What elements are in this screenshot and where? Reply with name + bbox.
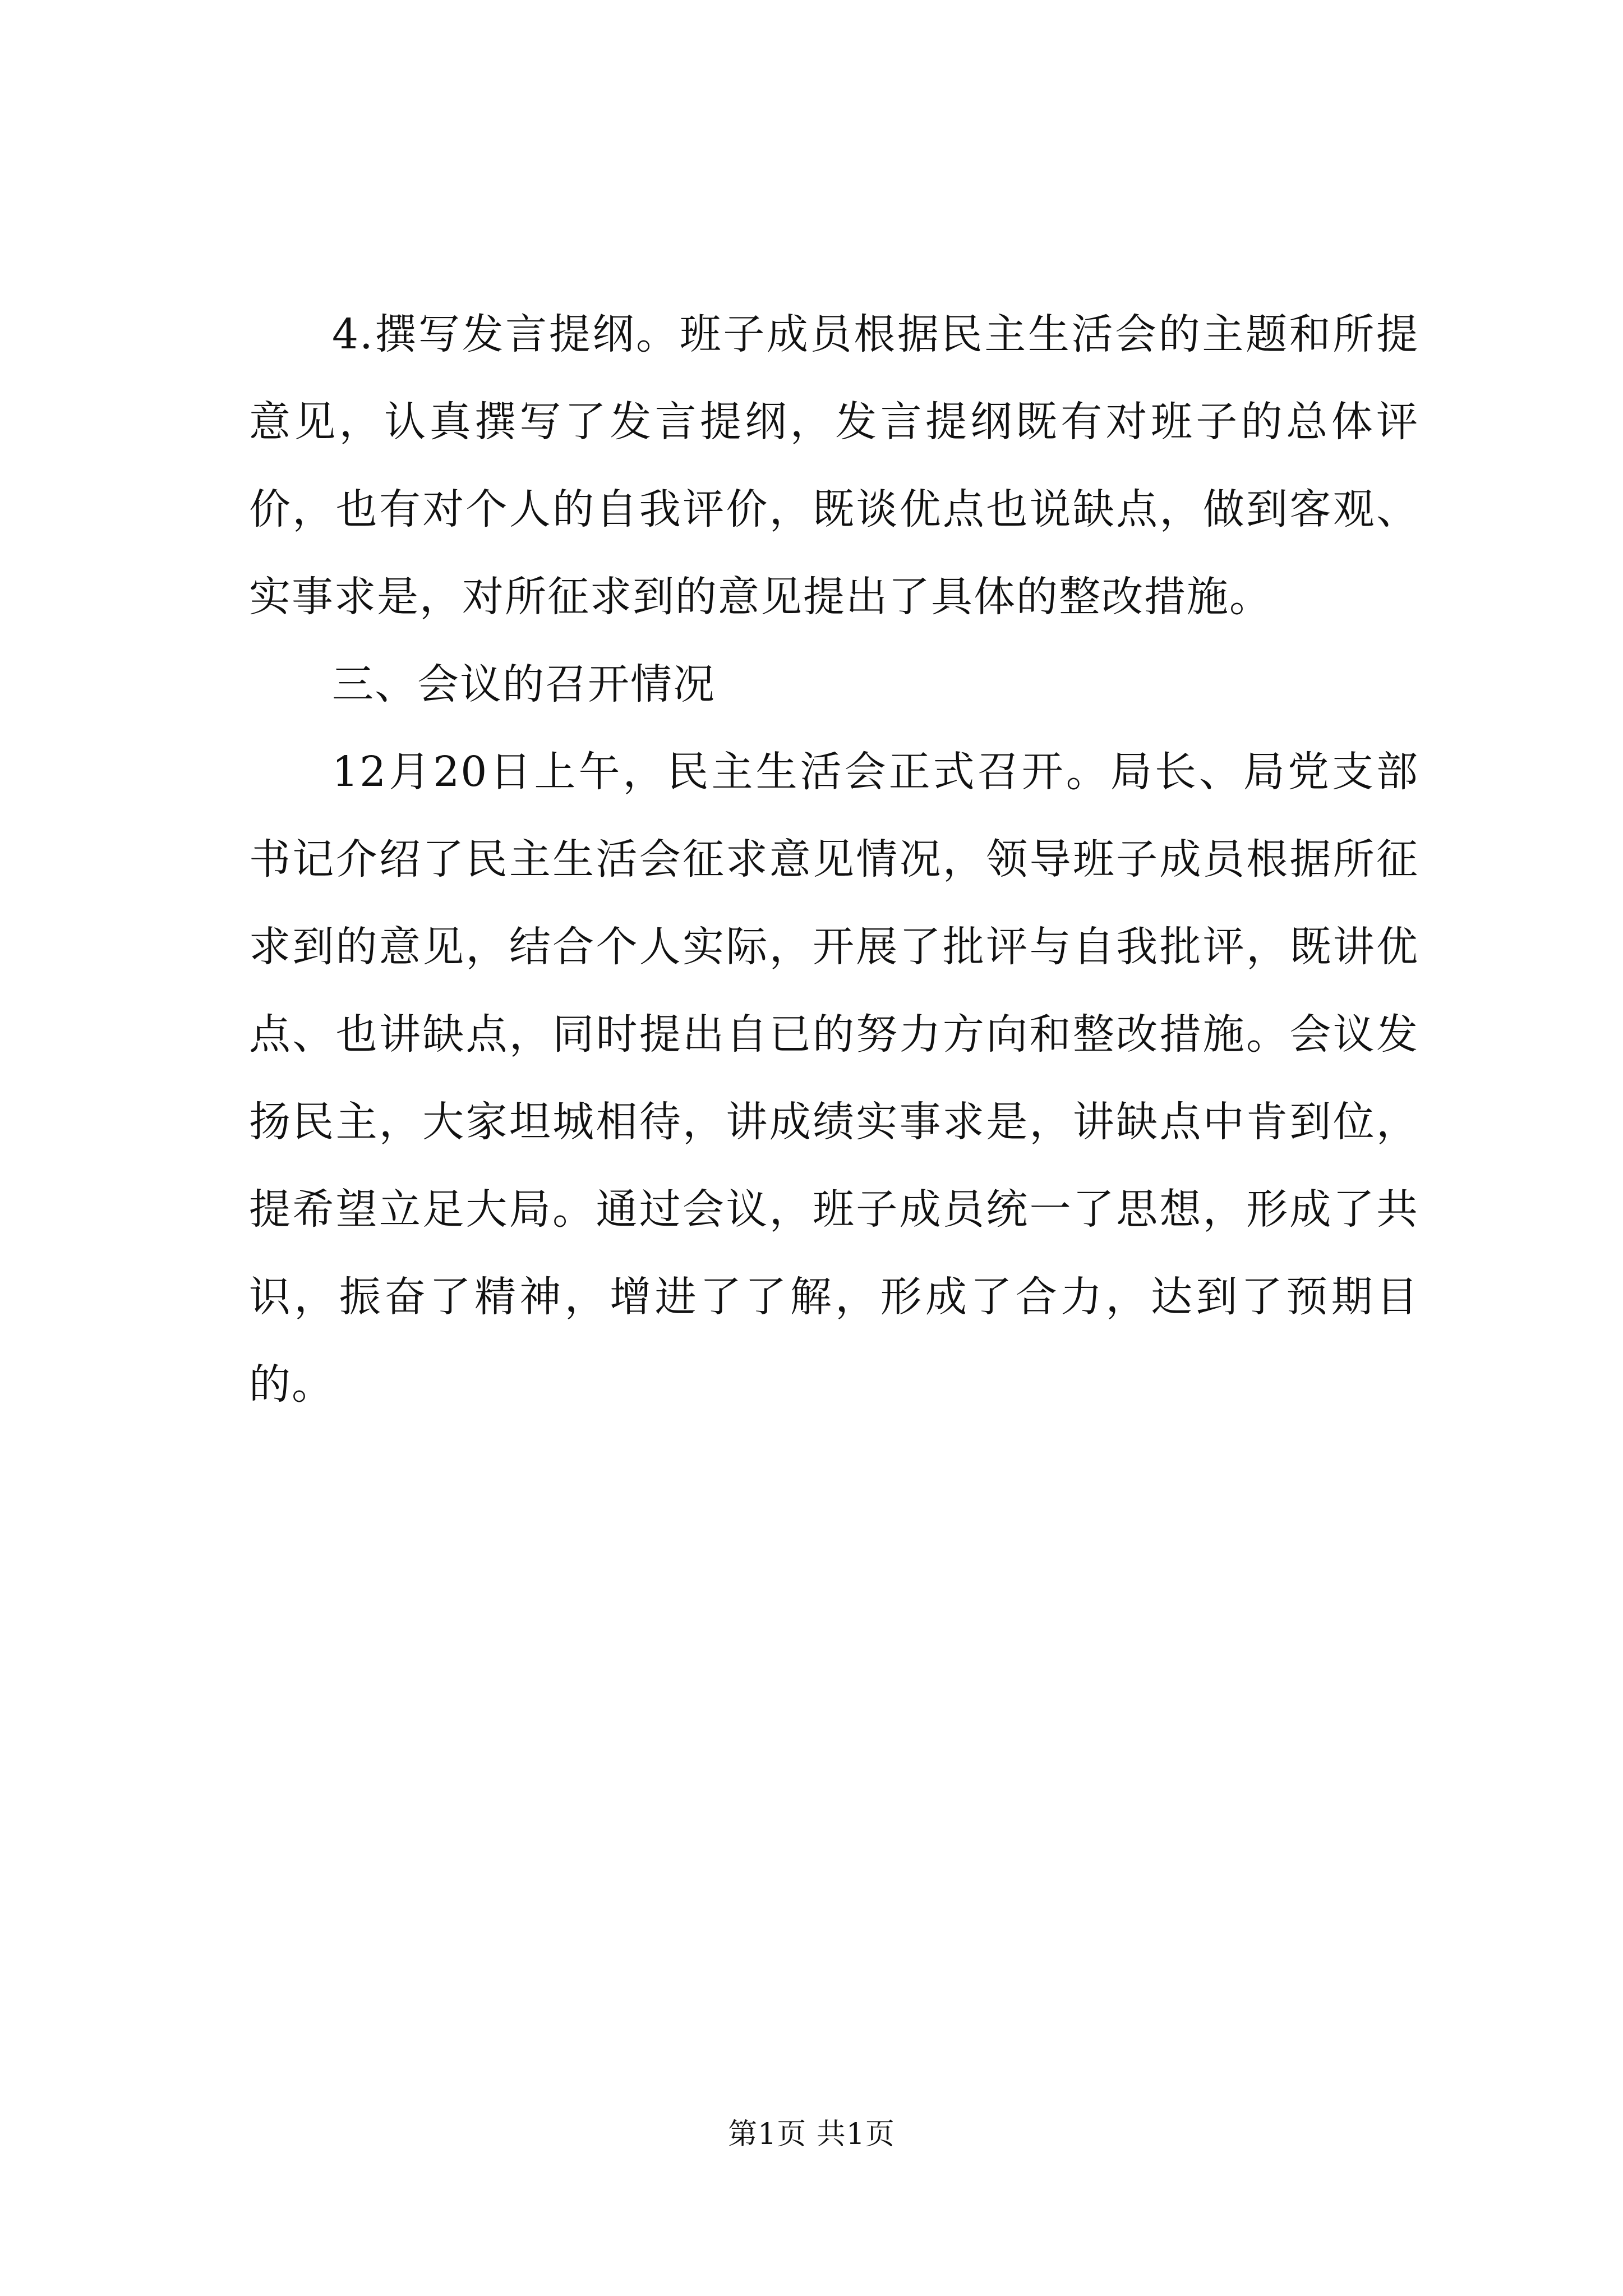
page-footer: 第1页 共1页	[728, 2118, 895, 2151]
section-heading-meeting: 三、会议的召开情况	[332, 660, 716, 708]
paragraph-speech-outline: 4.撰写发言提纲。班子成员根据民主生活会的主题和所提意见，认真撰写了发言提纲，发言提纲既有对班子的总体评价，也有对个人的自我评价，既谈优点也说缺点，做到客观、实事求是，对所征求到的意见提出了具体的整改措施。	[249, 310, 1419, 621]
document-body	[249, 291, 1419, 1428]
paragraph-meeting-details: 12月20日上午，民主生活会正式召开。局长、局党支部书记介绍了民主生活会征求意见情况，领导班子成员根据所征求到的意见，结合个人实际，开展了批评与自我批评，既讲优点、也讲缺点，同时提出自已的努力方向和整改措施。会议发扬民主，大家坦城相待，讲成绩实事求是，讲缺点中肯到位，提希望立足大局。通过会议，班子成员统一了思想，形成了共识，振奋了精神，增进了了解，形成了合力，达到了预期目的。	[249, 748, 1419, 1409]
